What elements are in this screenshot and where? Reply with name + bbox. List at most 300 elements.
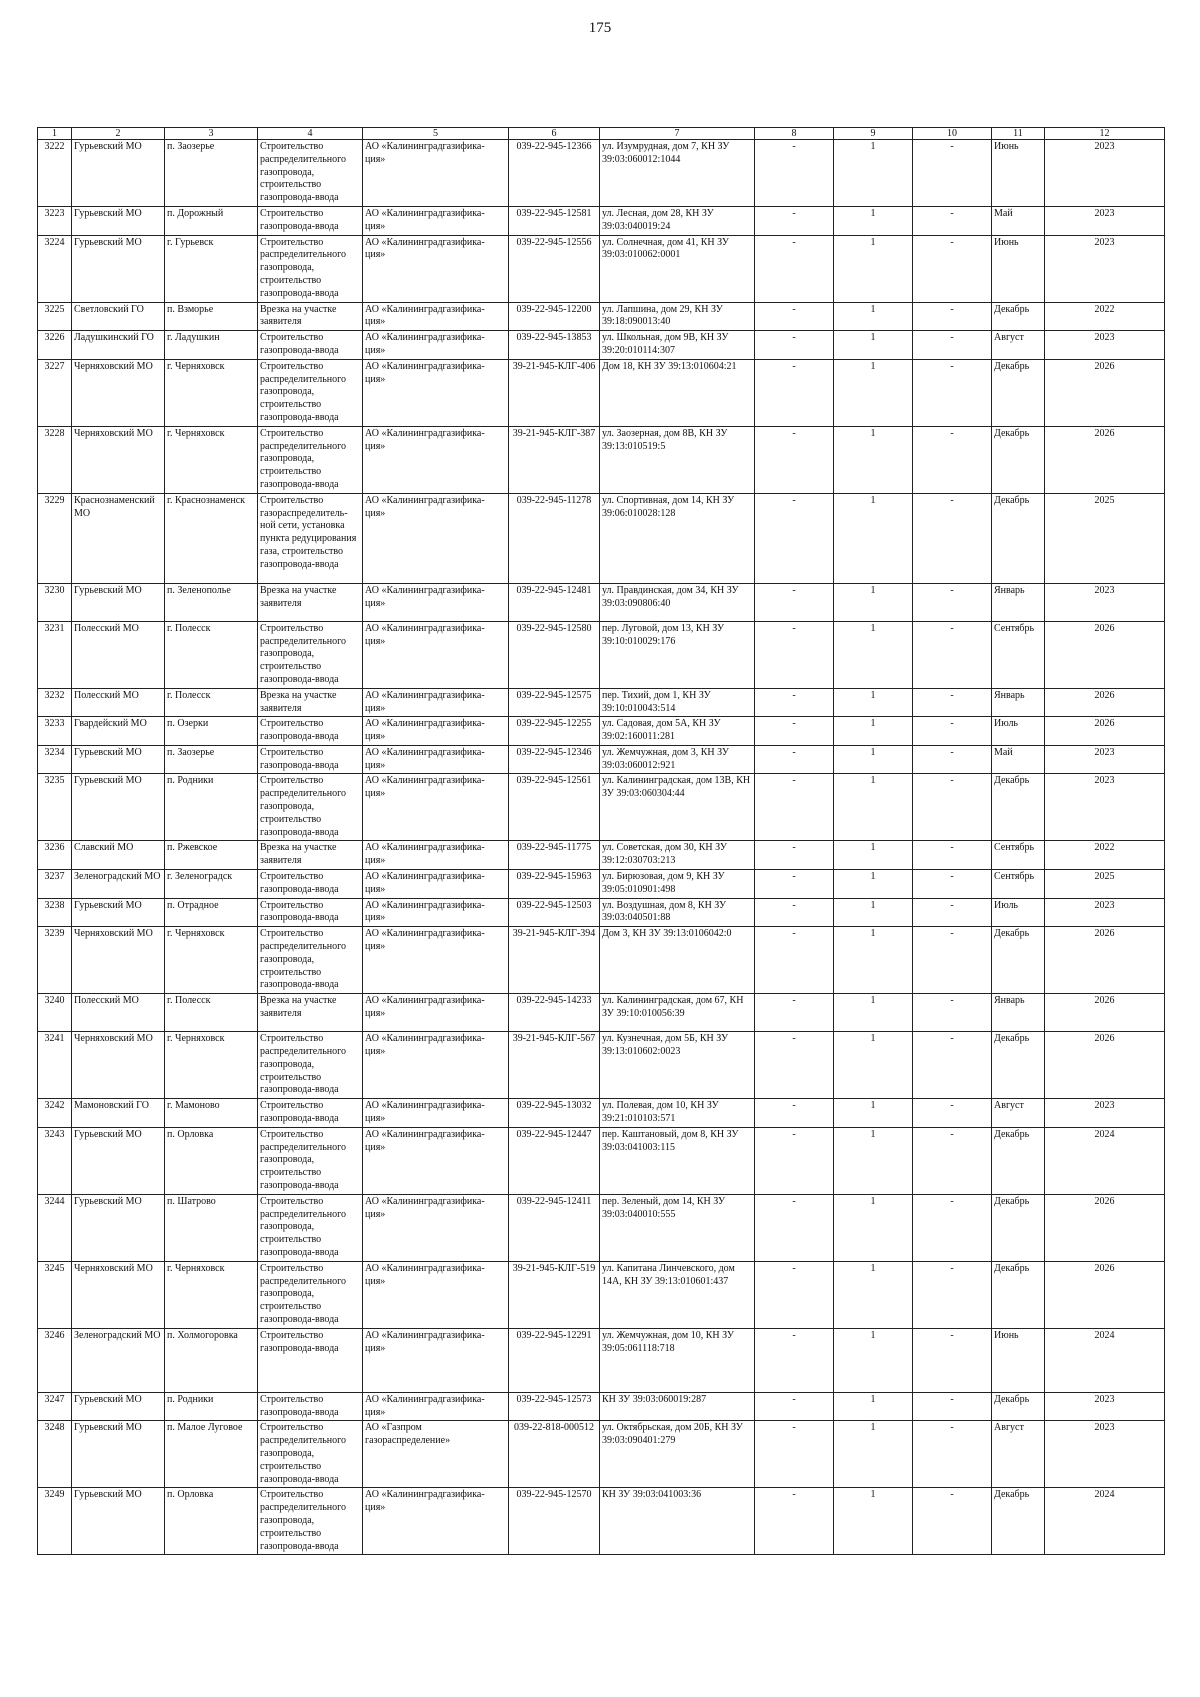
code-cell: 39-21-945-КЛГ-394: [509, 927, 600, 994]
year-cell: 2026: [1045, 1261, 1165, 1328]
district-cell: Гурьевский МО: [72, 1488, 165, 1555]
row-number-cell: 3232: [38, 688, 72, 717]
code-cell: 039-22-945-12255: [509, 717, 600, 746]
organization-cell: АО «Калининградгазифика- ция»: [363, 745, 509, 774]
column-10-cell: -: [913, 841, 992, 870]
column-9-cell: 1: [834, 1488, 913, 1555]
settlement-cell: п. Озерки: [165, 717, 258, 746]
district-cell: Гурьевский МО: [72, 235, 165, 302]
organization-cell: АО «Калининградгазифика- ция»: [363, 898, 509, 927]
settlement-cell: п. Отрадное: [165, 898, 258, 927]
address-cell: ул. Воздушная, дом 8, КН ЗУ 39:03:040501:88: [600, 898, 755, 927]
address-cell: ул. Солнечная, дом 41, КН ЗУ 39:03:010062:0001: [600, 235, 755, 302]
work-type-cell: Строительство распределительного газопровода, строительство газопровода-ввода: [258, 1032, 363, 1099]
work-type-cell: Врезка на участке заявителя: [258, 841, 363, 870]
column-header: 12: [1045, 128, 1165, 140]
column-10-cell: -: [913, 493, 992, 583]
year-cell: 2024: [1045, 1127, 1165, 1194]
address-cell: ул. Правдинская, дом 34, КН ЗУ 39:03:090806:40: [600, 583, 755, 621]
column-10-cell: -: [913, 745, 992, 774]
row-number-cell: 3230: [38, 583, 72, 621]
settlement-cell: г. Краснознаменск: [165, 493, 258, 583]
district-cell: Гурьевский МО: [72, 140, 165, 207]
table-row: [38, 302, 1165, 331]
month-cell: Июнь: [992, 235, 1045, 302]
settlement-cell: г. Мамоново: [165, 1099, 258, 1128]
organization-cell: АО «Калининградгазифика- ция»: [363, 1032, 509, 1099]
settlement-cell: п. Родники: [165, 774, 258, 841]
column-header: 1: [38, 128, 72, 140]
code-cell: 039-22-945-12291: [509, 1328, 600, 1392]
code-cell: 039-22-945-13853: [509, 331, 600, 360]
organization-cell: АО «Калининградгазифика- ция»: [363, 493, 509, 583]
year-cell: 2026: [1045, 621, 1165, 688]
address-cell: ул. Кузнечная, дом 5Б, КН ЗУ 39:13:010602:0023: [600, 1032, 755, 1099]
organization-cell: АО «Калининградгазифика- ция»: [363, 621, 509, 688]
row-number-cell: 3231: [38, 621, 72, 688]
settlement-cell: п. Холмогоровка: [165, 1328, 258, 1392]
month-cell: Январь: [992, 688, 1045, 717]
district-cell: Ладушкинский ГО: [72, 331, 165, 360]
column-9-cell: 1: [834, 870, 913, 899]
table-row: [38, 994, 1165, 1032]
table-row: [38, 583, 1165, 621]
district-cell: Светловский ГО: [72, 302, 165, 331]
work-type-cell: Строительство распределительного газопровода, строительство газопровода-ввода: [258, 140, 363, 207]
column-header: 3: [165, 128, 258, 140]
year-cell: 2026: [1045, 717, 1165, 746]
work-type-cell: Строительство распределительного газопровода, строительство газопровода-ввода: [258, 1194, 363, 1261]
year-cell: 2025: [1045, 870, 1165, 899]
district-cell: Черняховский МО: [72, 1261, 165, 1328]
column-8-cell: -: [755, 302, 834, 331]
table-row: [38, 1127, 1165, 1194]
code-cell: 039-22-945-12561: [509, 774, 600, 841]
district-cell: Полесский МО: [72, 994, 165, 1032]
column-8-cell: -: [755, 235, 834, 302]
address-cell: КН ЗУ 39:03:041003:36: [600, 1488, 755, 1555]
month-cell: Декабрь: [992, 359, 1045, 426]
address-cell: ул. Спортивная, дом 14, КН ЗУ 39:06:010028:128: [600, 493, 755, 583]
gasification-register-table: [37, 127, 1165, 1555]
work-type-cell: Строительство газопровода-ввода: [258, 745, 363, 774]
table-row: [38, 774, 1165, 841]
column-8-cell: -: [755, 1261, 834, 1328]
column-8-cell: -: [755, 583, 834, 621]
row-number-cell: 3242: [38, 1099, 72, 1128]
settlement-cell: п. Зеленополье: [165, 583, 258, 621]
month-cell: Декабрь: [992, 1392, 1045, 1421]
column-header: 2: [72, 128, 165, 140]
district-cell: Мамоновский ГО: [72, 1099, 165, 1128]
settlement-cell: г. Черняховск: [165, 1032, 258, 1099]
code-cell: 039-22-945-12575: [509, 688, 600, 717]
column-9-cell: 1: [834, 359, 913, 426]
column-8-cell: -: [755, 1127, 834, 1194]
year-cell: 2025: [1045, 493, 1165, 583]
column-8-cell: -: [755, 426, 834, 493]
month-cell: Декабрь: [992, 302, 1045, 331]
code-cell: 039-22-945-12580: [509, 621, 600, 688]
year-cell: 2023: [1045, 774, 1165, 841]
column-10-cell: -: [913, 898, 992, 927]
district-cell: Полесский МО: [72, 621, 165, 688]
month-cell: Декабрь: [992, 1488, 1045, 1555]
code-cell: 039-22-818-000512: [509, 1421, 600, 1488]
settlement-cell: п. Взморье: [165, 302, 258, 331]
year-cell: 2022: [1045, 302, 1165, 331]
settlement-cell: п. Заозерье: [165, 745, 258, 774]
column-header: 9: [834, 128, 913, 140]
column-header: 10: [913, 128, 992, 140]
column-header: 4: [258, 128, 363, 140]
column-8-cell: -: [755, 1032, 834, 1099]
month-cell: Сентябрь: [992, 621, 1045, 688]
column-8-cell: -: [755, 140, 834, 207]
column-8-cell: -: [755, 1194, 834, 1261]
code-cell: 039-22-945-13032: [509, 1099, 600, 1128]
work-type-cell: Врезка на участке заявителя: [258, 302, 363, 331]
table-row: [38, 1328, 1165, 1392]
year-cell: 2024: [1045, 1488, 1165, 1555]
organization-cell: АО «Калининградгазифика- ция»: [363, 1127, 509, 1194]
column-10-cell: -: [913, 1392, 992, 1421]
table-row: [38, 870, 1165, 899]
work-type-cell: Строительство распределительного газопровода, строительство газопровода-ввода: [258, 1421, 363, 1488]
code-cell: 39-21-945-КЛГ-567: [509, 1032, 600, 1099]
settlement-cell: г. Ладушкин: [165, 331, 258, 360]
district-cell: Славский МО: [72, 841, 165, 870]
organization-cell: АО «Калининградгазифика- ция»: [363, 206, 509, 235]
month-cell: Май: [992, 745, 1045, 774]
table-row: [38, 1032, 1165, 1099]
table-row: [38, 621, 1165, 688]
code-cell: 039-22-945-12573: [509, 1392, 600, 1421]
column-10-cell: -: [913, 688, 992, 717]
address-cell: ул. Полевая, дом 10, КН ЗУ 39:21:010103:571: [600, 1099, 755, 1128]
year-cell: 2023: [1045, 1421, 1165, 1488]
work-type-cell: Строительство газопровода-ввода: [258, 1392, 363, 1421]
month-cell: Август: [992, 1421, 1045, 1488]
table-row: [38, 235, 1165, 302]
year-cell: 2023: [1045, 140, 1165, 207]
column-10-cell: -: [913, 621, 992, 688]
settlement-cell: п. Дорожный: [165, 206, 258, 235]
district-cell: Черняховский МО: [72, 927, 165, 994]
year-cell: 2023: [1045, 206, 1165, 235]
column-8-cell: -: [755, 745, 834, 774]
code-cell: 039-22-945-12481: [509, 583, 600, 621]
district-cell: Полесский МО: [72, 688, 165, 717]
column-10-cell: -: [913, 927, 992, 994]
row-number-cell: 3225: [38, 302, 72, 331]
row-number-cell: 3223: [38, 206, 72, 235]
code-cell: 039-22-945-11278: [509, 493, 600, 583]
organization-cell: АО «Калининградгазифика- ция»: [363, 774, 509, 841]
table-row: [38, 493, 1165, 583]
month-cell: Декабрь: [992, 927, 1045, 994]
month-cell: Июль: [992, 898, 1045, 927]
organization-cell: АО «Калининградгазифика- ция»: [363, 302, 509, 331]
row-number-cell: 3226: [38, 331, 72, 360]
organization-cell: АО «Калининградгазифика- ция»: [363, 927, 509, 994]
column-10-cell: -: [913, 1099, 992, 1128]
column-9-cell: 1: [834, 1328, 913, 1392]
column-header: 7: [600, 128, 755, 140]
month-cell: Январь: [992, 994, 1045, 1032]
column-8-cell: -: [755, 1099, 834, 1128]
settlement-cell: п. Ржевское: [165, 841, 258, 870]
month-cell: Май: [992, 206, 1045, 235]
column-8-cell: -: [755, 841, 834, 870]
column-8-cell: -: [755, 359, 834, 426]
column-10-cell: -: [913, 717, 992, 746]
column-header: 6: [509, 128, 600, 140]
row-number-cell: 3248: [38, 1421, 72, 1488]
row-number-cell: 3229: [38, 493, 72, 583]
table-row: [38, 841, 1165, 870]
table-body: [38, 140, 1165, 1555]
column-header: 5: [363, 128, 509, 140]
month-cell: Июль: [992, 717, 1045, 746]
year-cell: 2023: [1045, 745, 1165, 774]
column-9-cell: 1: [834, 717, 913, 746]
column-9-cell: 1: [834, 1421, 913, 1488]
address-cell: ул. Калининградская, дом 67, КН ЗУ 39:10:010056:39: [600, 994, 755, 1032]
code-cell: 039-22-945-12581: [509, 206, 600, 235]
district-cell: Черняховский МО: [72, 359, 165, 426]
month-cell: Декабрь: [992, 774, 1045, 841]
table-row: [38, 331, 1165, 360]
column-9-cell: 1: [834, 1261, 913, 1328]
column-10-cell: -: [913, 331, 992, 360]
table-row: [38, 1261, 1165, 1328]
organization-cell: АО «Калининградгазифика- ция»: [363, 870, 509, 899]
address-cell: ул. Лесная, дом 28, КН ЗУ 39:03:040019:24: [600, 206, 755, 235]
row-number-cell: 3247: [38, 1392, 72, 1421]
code-cell: 39-21-945-КЛГ-406: [509, 359, 600, 426]
code-cell: 039-22-945-12366: [509, 140, 600, 207]
table-row: [38, 927, 1165, 994]
work-type-cell: Строительство газопровода-ввода: [258, 206, 363, 235]
column-9-cell: 1: [834, 235, 913, 302]
year-cell: 2023: [1045, 898, 1165, 927]
code-cell: 039-22-945-14233: [509, 994, 600, 1032]
organization-cell: АО «Калининградгазифика- ция»: [363, 1488, 509, 1555]
column-8-cell: -: [755, 870, 834, 899]
column-9-cell: 1: [834, 140, 913, 207]
settlement-cell: г. Черняховск: [165, 927, 258, 994]
month-cell: Август: [992, 331, 1045, 360]
month-cell: Декабрь: [992, 1194, 1045, 1261]
row-number-cell: 3234: [38, 745, 72, 774]
month-cell: Декабрь: [992, 426, 1045, 493]
year-cell: 2026: [1045, 1032, 1165, 1099]
code-cell: 039-22-945-12200: [509, 302, 600, 331]
settlement-cell: г. Полесск: [165, 688, 258, 717]
work-type-cell: Строительство газопровода-ввода: [258, 1328, 363, 1392]
column-10-cell: -: [913, 235, 992, 302]
code-cell: 39-21-945-КЛГ-519: [509, 1261, 600, 1328]
row-number-cell: 3222: [38, 140, 72, 207]
work-type-cell: Строительство газопровода-ввода: [258, 898, 363, 927]
address-cell: КН ЗУ 39:03:060019:287: [600, 1392, 755, 1421]
column-10-cell: -: [913, 1127, 992, 1194]
organization-cell: АО «Калининградгазифика- ция»: [363, 717, 509, 746]
table-row: [38, 688, 1165, 717]
column-10-cell: -: [913, 359, 992, 426]
table-row: [38, 745, 1165, 774]
district-cell: Гурьевский МО: [72, 745, 165, 774]
district-cell: Гурьевский МО: [72, 1127, 165, 1194]
column-10-cell: -: [913, 774, 992, 841]
organization-cell: АО «Калининградгазифика- ция»: [363, 994, 509, 1032]
district-cell: Гурьевский МО: [72, 583, 165, 621]
year-cell: 2026: [1045, 688, 1165, 717]
column-10-cell: -: [913, 1194, 992, 1261]
district-cell: Гурьевский МО: [72, 206, 165, 235]
year-cell: 2024: [1045, 1328, 1165, 1392]
month-cell: Август: [992, 1099, 1045, 1128]
work-type-cell: Строительство распределительного газопровода, строительство газопровода-ввода: [258, 774, 363, 841]
row-number-cell: 3241: [38, 1032, 72, 1099]
district-cell: Гурьевский МО: [72, 774, 165, 841]
column-9-cell: 1: [834, 688, 913, 717]
row-number-cell: 3243: [38, 1127, 72, 1194]
row-number-cell: 3238: [38, 898, 72, 927]
row-number-cell: 3236: [38, 841, 72, 870]
address-cell: пер. Каштановый, дом 8, КН ЗУ 39:03:041003:115: [600, 1127, 755, 1194]
work-type-cell: Строительство газопровода-ввода: [258, 1099, 363, 1128]
district-cell: Гурьевский МО: [72, 1194, 165, 1261]
address-cell: пер. Тихий, дом 1, КН ЗУ 39:10:010043:514: [600, 688, 755, 717]
month-cell: Декабрь: [992, 1127, 1045, 1194]
column-9-cell: 1: [834, 745, 913, 774]
code-cell: 039-22-945-15963: [509, 870, 600, 899]
address-cell: пер. Зеленый, дом 14, КН ЗУ 39:03:040010:555: [600, 1194, 755, 1261]
settlement-cell: п. Шатрово: [165, 1194, 258, 1261]
column-9-cell: 1: [834, 302, 913, 331]
settlement-cell: п. Малое Луговое: [165, 1421, 258, 1488]
settlement-cell: г. Черняховск: [165, 1261, 258, 1328]
organization-cell: АО «Калининградгазифика- ция»: [363, 583, 509, 621]
table-row: [38, 1099, 1165, 1128]
year-cell: 2022: [1045, 841, 1165, 870]
address-cell: ул. Заозерная, дом 8В, КН ЗУ 39:13:010519:5: [600, 426, 755, 493]
work-type-cell: Строительство газораспределитель- ной сети, установка пункта редуцирования газа, строительство газопровода-ввода: [258, 493, 363, 583]
column-9-cell: 1: [834, 841, 913, 870]
settlement-cell: г. Черняховск: [165, 426, 258, 493]
organization-cell: АО «Калининградгазифика- ция»: [363, 426, 509, 493]
column-9-cell: 1: [834, 1127, 913, 1194]
month-cell: Январь: [992, 583, 1045, 621]
row-number-cell: 3235: [38, 774, 72, 841]
table-row: [38, 140, 1165, 207]
organization-cell: АО «Калининградгазифика- ция»: [363, 140, 509, 207]
column-8-cell: -: [755, 493, 834, 583]
column-9-cell: 1: [834, 493, 913, 583]
code-cell: 039-22-945-12411: [509, 1194, 600, 1261]
year-cell: 2023: [1045, 583, 1165, 621]
organization-cell: АО «Калининградгазифика- ция»: [363, 841, 509, 870]
column-10-cell: -: [913, 426, 992, 493]
work-type-cell: Врезка на участке заявителя: [258, 583, 363, 621]
settlement-cell: г. Полесск: [165, 621, 258, 688]
work-type-cell: Строительство распределительного газопровода, строительство газопровода-ввода: [258, 359, 363, 426]
row-number-cell: 3233: [38, 717, 72, 746]
year-cell: 2023: [1045, 1392, 1165, 1421]
column-8-cell: -: [755, 621, 834, 688]
row-number-cell: 3227: [38, 359, 72, 426]
column-9-cell: 1: [834, 994, 913, 1032]
column-10-cell: -: [913, 870, 992, 899]
settlement-cell: г. Гурьевск: [165, 235, 258, 302]
row-number-cell: 3228: [38, 426, 72, 493]
column-8-cell: -: [755, 717, 834, 746]
column-number-header-row: [38, 128, 1165, 140]
column-9-cell: 1: [834, 583, 913, 621]
code-cell: 039-22-945-12503: [509, 898, 600, 927]
column-8-cell: -: [755, 331, 834, 360]
row-number-cell: 3237: [38, 870, 72, 899]
row-number-cell: 3245: [38, 1261, 72, 1328]
address-cell: ул. Изумрудная, дом 7, КН ЗУ 39:03:060012:1044: [600, 140, 755, 207]
column-9-cell: 1: [834, 1194, 913, 1261]
code-cell: 039-22-945-12447: [509, 1127, 600, 1194]
district-cell: Зеленоградский МО: [72, 870, 165, 899]
column-header: 11: [992, 128, 1045, 140]
column-8-cell: -: [755, 1421, 834, 1488]
column-8-cell: -: [755, 1488, 834, 1555]
column-9-cell: 1: [834, 426, 913, 493]
column-9-cell: 1: [834, 331, 913, 360]
work-type-cell: Строительство распределительного газопровода, строительство газопровода-ввода: [258, 426, 363, 493]
row-number-cell: 3246: [38, 1328, 72, 1392]
year-cell: 2026: [1045, 994, 1165, 1032]
column-9-cell: 1: [834, 927, 913, 994]
organization-cell: АО «Калининградгазифика- ция»: [363, 1194, 509, 1261]
column-10-cell: -: [913, 140, 992, 207]
column-9-cell: 1: [834, 1032, 913, 1099]
address-cell: ул. Советская, дом 30, КН ЗУ 39:12:030703:213: [600, 841, 755, 870]
year-cell: 2026: [1045, 1194, 1165, 1261]
code-cell: 039-22-945-11775: [509, 841, 600, 870]
settlement-cell: г. Черняховск: [165, 359, 258, 426]
table-row: [38, 426, 1165, 493]
district-cell: Зеленоградский МО: [72, 1328, 165, 1392]
month-cell: Сентябрь: [992, 870, 1045, 899]
column-8-cell: -: [755, 774, 834, 841]
address-cell: пер. Луговой, дом 13, КН ЗУ 39:10:010029:176: [600, 621, 755, 688]
code-cell: 039-22-945-12556: [509, 235, 600, 302]
year-cell: 2023: [1045, 1099, 1165, 1128]
address-cell: ул. Бирюзовая, дом 9, КН ЗУ 39:05:010901:498: [600, 870, 755, 899]
code-cell: 039-22-945-12570: [509, 1488, 600, 1555]
code-cell: 39-21-945-КЛГ-387: [509, 426, 600, 493]
district-cell: Черняховский МО: [72, 426, 165, 493]
address-cell: ул. Калининградская, дом 13В, КН ЗУ 39:03:060304:44: [600, 774, 755, 841]
year-cell: 2026: [1045, 927, 1165, 994]
address-cell: Дом 3, КН ЗУ 39:13:0106042:0: [600, 927, 755, 994]
address-cell: ул. Капитана Линчевского, дом 14А, КН ЗУ 39:13:010601:437: [600, 1261, 755, 1328]
work-type-cell: Строительство газопровода-ввода: [258, 717, 363, 746]
table-row: [38, 1392, 1165, 1421]
address-cell: ул. Садовая, дом 5А, КН ЗУ 39:02:160011:281: [600, 717, 755, 746]
address-cell: Дом 18, КН ЗУ 39:13:010604:21: [600, 359, 755, 426]
district-cell: Гурьевский МО: [72, 898, 165, 927]
column-9-cell: 1: [834, 206, 913, 235]
organization-cell: АО «Калининградгазифика- ция»: [363, 688, 509, 717]
